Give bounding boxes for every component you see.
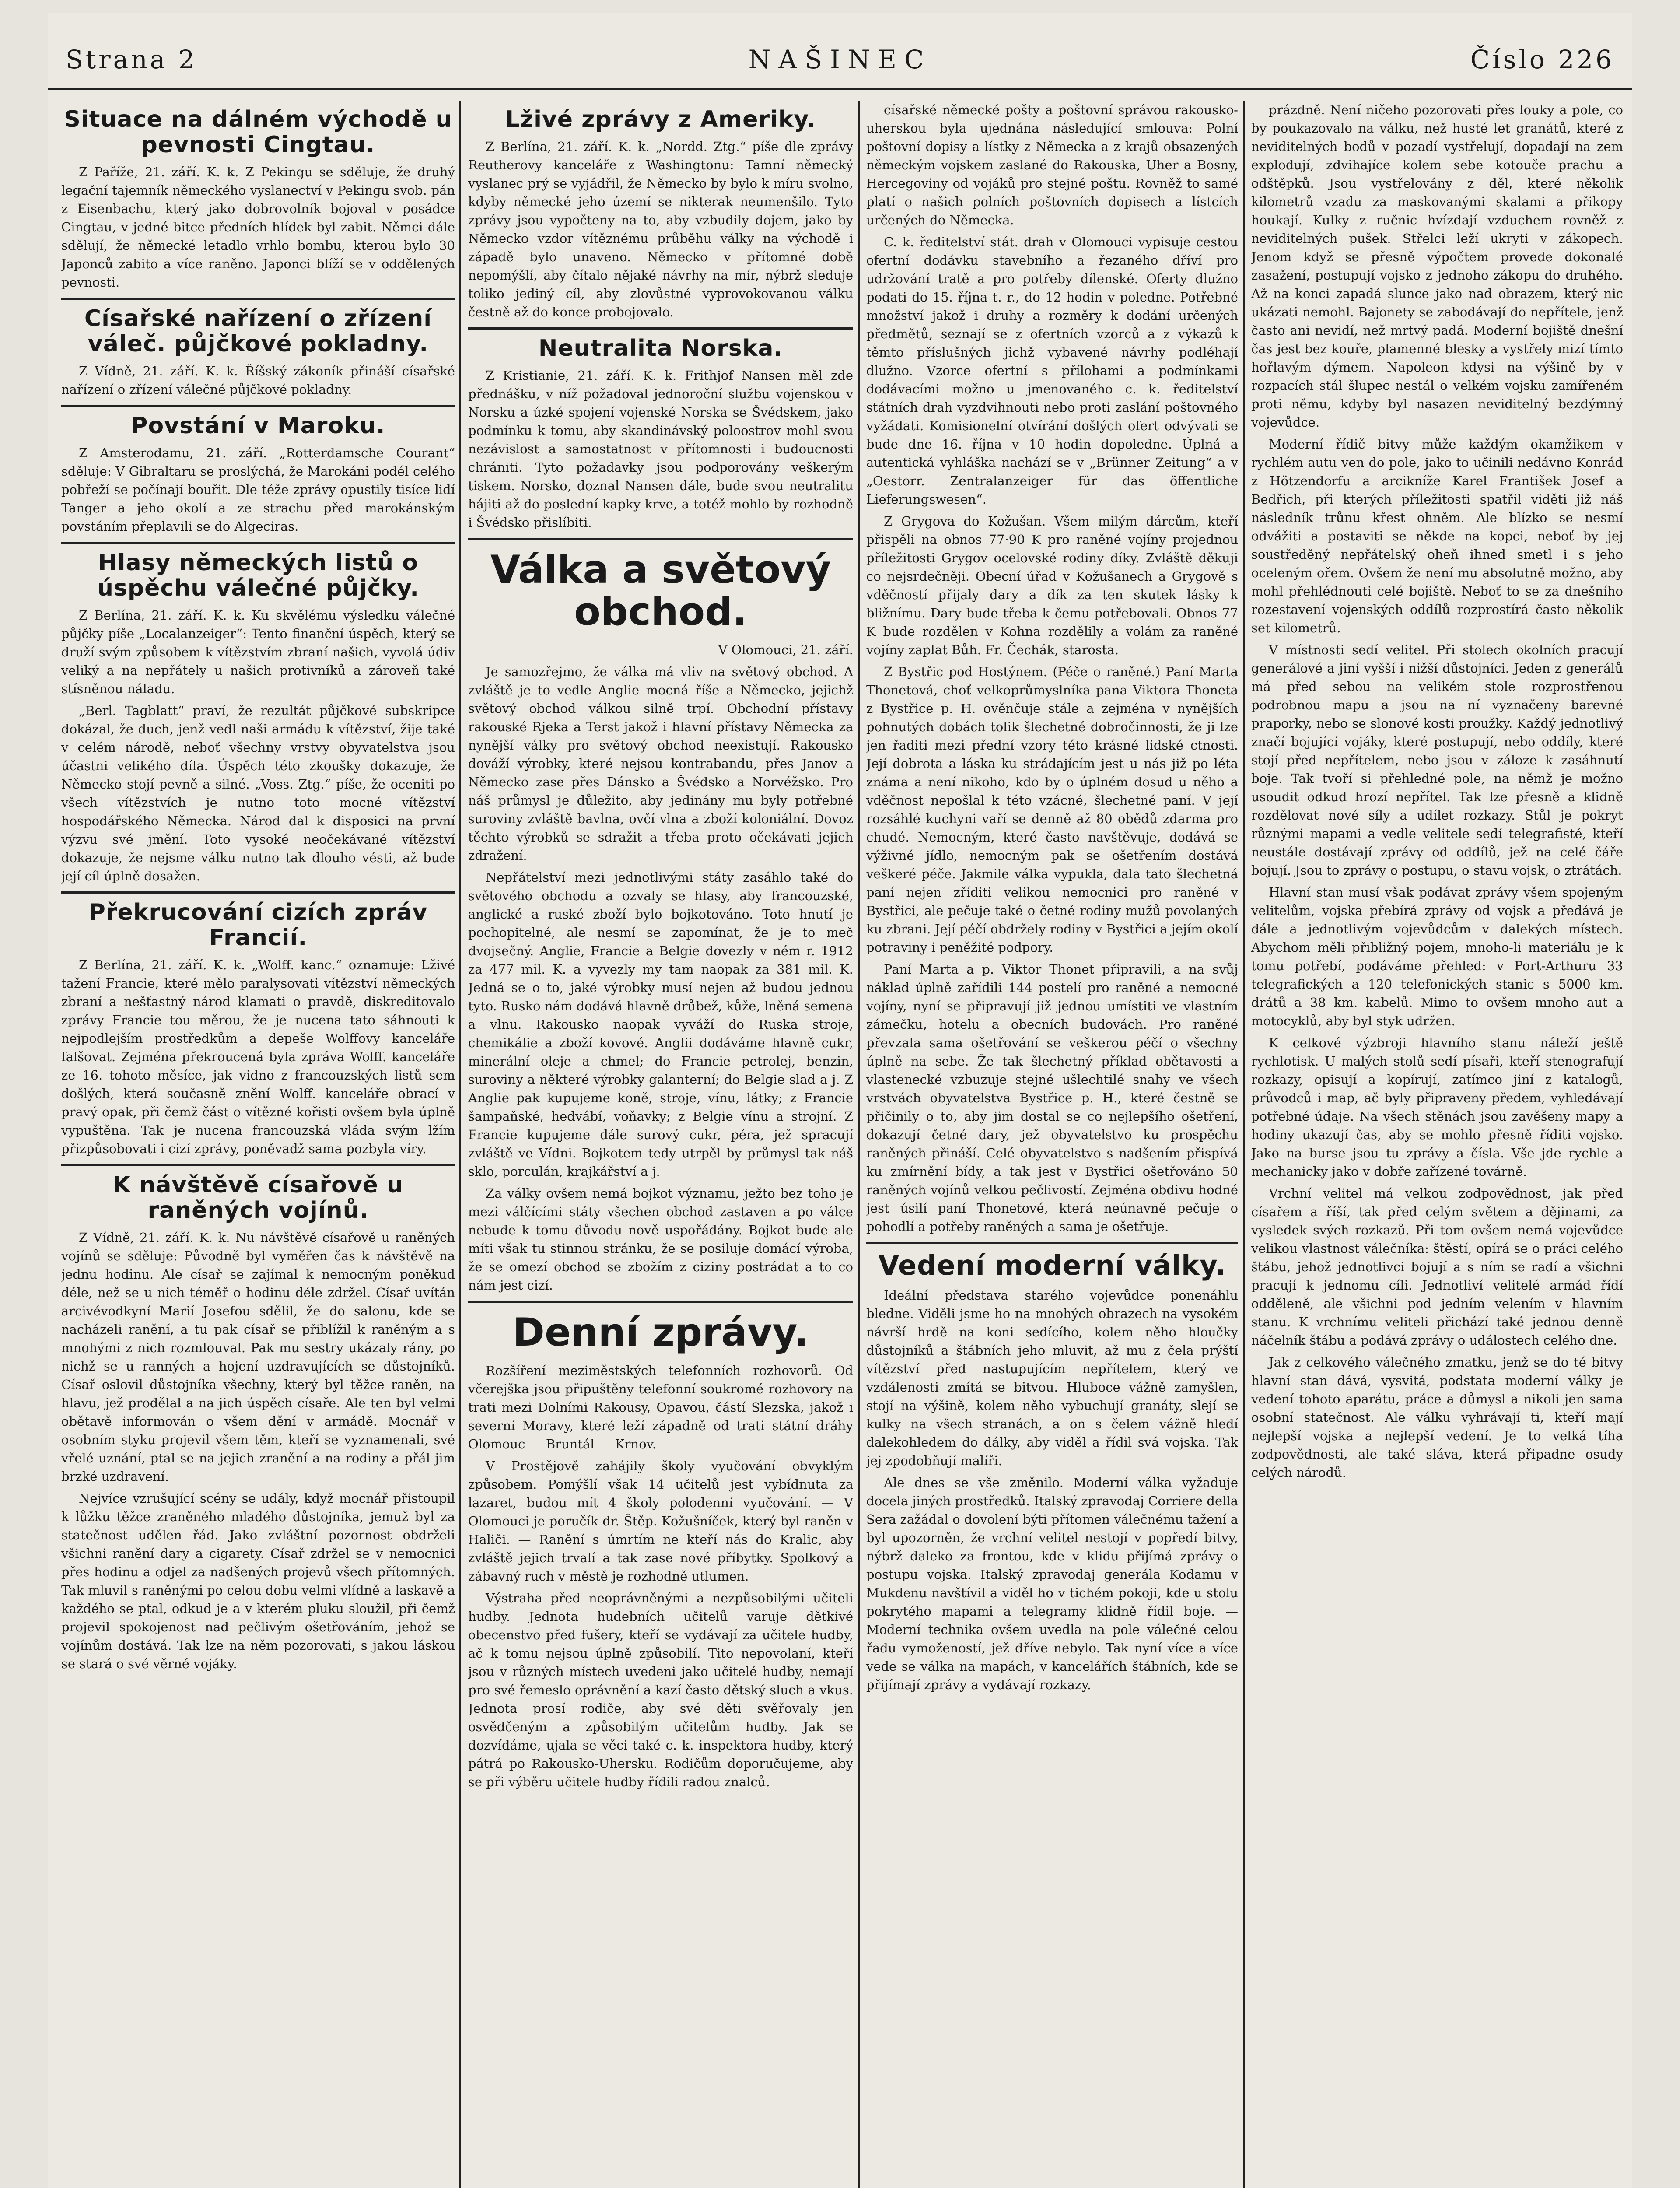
article-paragraph: „Berl. Tagblatt“ praví, že rezultát půjčkové subskripce dokázal, že duch, jenž vedl naši armádu k vítězství, žije také v celém národě, neboť všechny vrstvy obyvatelstva jsou účastni velikého díla. Úspěch této zkoušky dokazuje, že Německo stojí pevně a silné. „Voss. Ztg.“ píše, že oceniti po všech vítězstvích je nutno toto mocné vítězství hospodářského Německa. Národ dal k disposici na první výzvu své jmění. Toto vysoké neočekávané vítězství dokazuje, že nejsme válku nutno tak dlouho vésti, až bude její cíl úplně dosažen. — [61, 703, 455, 884]
article-paragraph: Nepřátelství mezi jednotlivými státy zasáhlo také do světového obchodu a ozvaly se hlasy, aby francouzské, anglické a ruské zboží bylo bojkotováno. Toto hnutí je pochopitelné, ale nesmí se zapomínat, že je to meč dvojsečný. Anglie, Francie a Belgie dovezly v ném r. 1912 za 477 mil. K. a vyvezly my tam naopak za 381 mil. K. Jedná se o to, jaké výrobky musí nejen až budou jednou tyto. Rusko nám dodává hlavně drůbež, kůže, lněná semena a vlnu. Rakousko naopak vyváží do Ruska stroje, chemikálie a zboží kovové. Anglii dodáváme hlavně cukr, minerální oleje a chmel; do Francie petrolej, benzin, suroviny a některé výrobky galanterní; do Belgie slad a j. Z Anglie pak kupujeme koně, stroje, vínu, látky; z Francie šampaňské, hedvábí, voňavky; z Belgie vínu a strojní. Z Francie kupujeme dále surový cukr, péra, jež spracují zvláště ve Vídni. Bojkotem tedy utrpěl by průmysl tak náš sklo, porculán, krajkářství a j. — [468, 870, 853, 1179]
article-title: Válka a světový obchod. — [490, 547, 831, 634]
article-paragraph: Nejvíce vzrušující scény se udály, když mocnář přistoupil k lůžku těžce zraněného mladého důstojníka, jemuž byl za statečnost udělen řád. Jako zvláštní pozornost obdrželi všichni ranění dary a cigarety. Císař zdržel se v nemocnici přes hodinu a odjel za nadšených projevů všech přítomných. Tak mluvil s raněnými po celou dobu velmi vlídně a laskavě a každého se ptal, odkud je a v kterém pluku sloužil, při čemž projevil spokojenost nad pečlivým ošetřováním, jehož se vojínům dostává. Tak lze na něm pozorovati, s jakou láskou se stará o své věrné vojáky. — [61, 1491, 455, 1671]
article-paragraph: Rozšíření meziměstských telefonních rozhovorů. Od včerejška jsou připuštěny telefonní soukromé rozhovory na trati mezi Dolními Rakousy, Opavou, částí Slezska, jakož i severní Moravy, které leží západně od trati státní dráhy Olomouc — Bruntál — Krnov. — [468, 1363, 853, 1452]
divider — [61, 542, 455, 544]
article-paragraph: Z Vídně, 21. září. K. k. Nu návštěvě císařově u raněných vojínů se sděluje: Původně byl vyměřen čas k návštěvě na jednu hodinu. Ale císař se zajímal k nemocným poněkud déle, než se u nich téměř o hodinu déle zdržel. Císař uvítán arcivévodkyní Marií Josefou sdělil, že do salonu, kde se nacházeli ranění, a tu pak císař se přiblížil k raněným a s mnohými z nich rozmlouval. Pak mu sestry ukázaly rány, po nichž se u ranných a hojení uzdravujících se důstojníků. Císař oslovil důstojníka všechny, který byl těžce raněn, na hlavu, jež prodělal a na jich úspěch císaře. Ale ten byl velmi obětavě informován o všem dění v armádě. Mocnář v osobním styku projevil všem těm, kteří se vyznamenali, své vřelé uznání, ptal se na jejich zranění a na rodiny a přál jim brzké uzdravení. — [61, 1230, 455, 1484]
column-rule — [459, 101, 461, 2188]
article-paragraph: K celkové výzbroji hlavního stanu náleží ještě rychlotisk. U malých stolů sedí písaři, kteří stenografují rozkazy, opisují a kopírují, zatímco jiní z katalogů, průvodců i map, ač byly připraveny předem, vyhledávají potřebné údaje. Na všech stěnách jsou zavěšeny mapy a hodiny ukazují čas, aby se mohlo přesně říditi vojsko. Jako na burse jsou tu zprávy a čísla. Vše jde rychle a mechanicky jako v dobře zařízené továrně. — [1251, 1035, 1623, 1179]
article-paragraph: Z Paříže, 21. září. K. k. Z Pekingu se sděluje, že druhý legační tajemník německého vyslanectví v Pekingu svob. pán z Eisenbachu, který jako dobrovolník bojoval v posádce Cingtau, v jedné bitce předních hlídek byl zabit. Němci dále sdělují, že německé letadlo vrhlo bombu, kterou bylo 30 Japonců zabito a více raněno. Japonci blíží se v oddělených pevnosti. — [61, 165, 455, 290]
article-paragraph: V Prostějově zahájily školy vyučování obvyklým způsobem. Pomýšlí však 14 učitelů jest vybídnuta za lazaret, budou mít 4 školy polodenní vyučování. — V Olomouci je poručík dr. Štěp. Kožušníček, který byl raněn v Haliči. — Ranění s úmrtím ne kteří nás do Kralic, aby zvláště jejich trvalí a tak zase nové příbytky. Spolkový a zábavný ruch v městě je rozhodně utlumen. — [468, 1459, 853, 1584]
column-4 — [1251, 101, 1623, 2188]
divider — [468, 538, 853, 540]
article-paragraph: Z Kristianie, 21. září. K. k. Frithjof Nansen měl zde přednášku, v níž požadoval jednoroční službu vojenskou v Norsku a úzké spojení vojenské Norska se Švédskem, jako podmínku k tomu, aby skandinávský poloostrov mohl svou nezávislost a samostatnost v přítomnosti i budoucnosti chrániti. Tyto požadavky jsou podporovány veškerým tiskem. Norsko, doznal Nansen dále, bude svou neutralitu hájiti až do poslední kapky krve, a totéž mohlo by rozhodně i Švédsko přislíbiti. — [468, 368, 853, 530]
article-paragraph: Z Vídně, 21. září. K. k. Říšský zákoník přináší císařské nařízení o zřízení válečné půjčkové pokladny. — [61, 364, 455, 397]
article-paragraph: Z Berlína, 21. září. K. k. Ku skvělému výsledku válečné půjčky píše „Localanzeiger“: Tento finanční úspěch, který se druží svým způsobem k vítězstvím zbraní našich, vyvolá údiv veliký a na nepřátely u našich protivníků a zároveň také stísněnou náladu. — [61, 608, 455, 696]
column-2 — [468, 101, 853, 2188]
article-paragraph: Moderní řídič bitvy může každým okamžikem v rychlém autu ven do pole, jako to učinili nedávno Konrád z Hötzendorfu a arcikníže Karel František Josef a Bedřich, při kterých příležitosti spatřil viděti již náš následník trůnu křest ohněm. Ale blízko se nesmí odvážiti a postaviti se někde na kopci, neboť by jej soustředěný nepřátelský oheň ihned smetl i s jeho oceleným ořem. Ovšem že není mu absolutně možno, aby mohl přehlédnouti celé bojiště. Neboť to se za dnešního rozestavení vojenských oddílů rozprostírá často několik set kilometrů. — [1251, 437, 1623, 635]
page-label: Strana 2 — [66, 45, 197, 74]
article-title: Hlasy německých listů o úspěchu válečné půjčky. — [97, 550, 420, 601]
divider — [61, 1164, 455, 1166]
article-title: Situace na dálném východě u pevnosti Cingtau. — [64, 106, 452, 158]
divider — [866, 1242, 1238, 1244]
article-title: Překrucování cizích zpráv Francií. — [88, 899, 428, 951]
masthead — [48, 13, 1632, 90]
column-rule — [1243, 101, 1245, 2188]
article-paragraph: Ale dnes se vše změnilo. Moderní válka vyžaduje docela jiných prostředků. Italský zpravodaj Corriere della Sera zažádal o dovolení býti přítomen válečnému tažení a byl upozorněn, že vrchní velitel nestojí v popředí bitvy, nýbrž daleko za frontou, kde v klidu přijímá zprávy o postupu vojska. Italský zpravodaj generála Kodamu v Mukdenu navštívil a viděl ho v tichém pokoji, kde u stolu pokrytého mapami a telegramy klidně řídil boje. — Moderní technika ovšem uvedla na pole válečné celou řadu vymožeností, jež dříve nebylo. Tak nyní více a více vede se válka na mapách, v kancelářích štábních, kde se přijímají zprávy a vydávají rozkazy. — [866, 1475, 1238, 1692]
article-paragraph: Výstraha před neoprávněnými a nezpůsobilými učiteli hudby. Jednota hudebních učitelů varuje dětkivé obecenstvo před fušery, kteří se vydávají za učitele hudby, ač k tomu nejsou úplně způsobilí. Tito nepovolaní, kteří jsou v různých místech uvedeni jako učitelé hudby, nemají pro své řemeslo oprávnění a kazí často dětský sluch a vkus. Jednota prosí rodiče, aby své děti svěřovaly jen osvědčeným a způsobilým učitelům hudby. Jak se dozvídáme, ujala se věci také c. k. inspektora hudby, který pátrá po Rakousko-Uhersku. Rodičům doporučujeme, aby se při výběru učitele hudby řídili radou znalců. — [468, 1591, 853, 1789]
dateline: V Olomouci, 21. září. — [718, 642, 853, 657]
column-1 — [61, 101, 455, 2188]
article-paragraph: Hlavní stan musí však podávat zprávy všem spojeným velitelům, vojska přebírá zprávy od vojsk a předává je dále a jednotlivým vojevůdcům v dalekých místech. Abychom měli přibližný pojem, mnoho-li materiálu je k tomu potřebí, podáváme přehled: v Port-Arthuru 33 telegrafických a 120 telefonických stanic s 5000 km. drátů a 38 km. kabelů. Mimo to ovšem mnoho aut a motocyklů, aby byl styk udržen. — [1251, 885, 1623, 1028]
article-title: Lživé zprávy z Ameriky. — [505, 106, 816, 133]
article-paragraph: Vrchní velitel má velkou zodpovědnost, jak před císařem a říší, tak před celým světem a dějinami, za vysledek svých rozkazů. Při tom ovšem nemá vojevůdce velikou vlastnost válečníka: štěstí, opírá se o práci celého štábu, jehož jednotlivci bojují a s ním se radí a všichni pracují k jednomu cíli. Jednotliví velitelé armád řídí odděleně, ale všichni pod jedním velením v hlavním stanu. K vrchnímu veliteli přichází také jednou denně náčelník štábu a podává zprávy o událostech celého dne. — [1251, 1186, 1623, 1348]
divider — [468, 1301, 853, 1303]
article-title: Vedení moderní války. — [878, 1249, 1226, 1281]
article-paragraph: V místnosti sedí velitel. Při stolech okolních pracují generálové a jiní vyšší i nižší důstojníci. Jeden z generálů má před sebou na velikém stole rozprostřenou podrobnou mapu a jsou na ní vyznačeny barevné praporky, nebo se slonové kosti proužky. Každý jednotlivý značí bojující vojáky, které postupují, nebo oddíly, které stojí před nepřítelem, nebo jsou v záloze k zasáhnutí boje. Tak tvoří si přehledné pole, na němž je možno usoudit odkud hrozí nepřítel. Tak lze přesně a klidně rozdělovat nové síly a udílet rozkazy. Stůl je pokryt různými mapami a vedle velitele sedí telegrafisté, kteří neustále dostávají zprávy od oddílů, jež na celé čáře bojují. Jsou to zprávy o postupu, o stavu vojsk, o ztrátách. — [1251, 642, 1623, 878]
article-paragraph: Za války ovšem nemá bojkot významu, ježto bez toho je mezi válčícími státy všechen obchod zastaven a po válce nebude k tomu důvodu nově uspořádány. Bojkot bude ale míti však tu stinnou stránku, že se posiluje domácí výroba, že se omezí obchod se zbožím z ciziny postrádat a to co nám jest cizí. — [468, 1186, 853, 1293]
divider — [61, 405, 455, 407]
article-paragraph: Je samozřejmo, že válka má vliv na světový obchod. A zvláště je to vedle Anglie mocná říše a Německo, jejichž světový obchod válkou silně trpí. Obchodní přístavy rakouské Rjeka a Terst jakož i hlavní přístavy Německa za nynější války pro světový obchod neexistují. Rakousko dováží výrobky, které nejsou kontrabandu, přes Janov a Německo zase přes Dánsko a Švédsko a Norvéžsko. Pro náš průmysl je důležito, aby jedinány mu byly potřebné suroviny zvláště bavlna, ovčí vlna a zboží koloniální. Dovoz těchto výrobků se sdražit a třeba proto očekávati jejich zdražení. — [468, 664, 853, 863]
article-title: K návštěvě císařově u raněných vojínů. — [112, 1172, 404, 1224]
article-paragraph: Z Berlína, 21. září. K. k. „Wolff. kanc.“ oznamuje: Lživé tažení Francie, které mělo paralysovati vítězství německých zbraní a nešťastný národ klamati o pravdě, diskreditovalo zprávy Francie tou měrou, že je nucena tato sáhnouti k nejpodlejším prostředkům a depeše Wolffovy kanceláře falšovat. Zejména překroucená byla zpráva Wolff. kanceláře ze 16. tohoto měsíce, jak vidno z francouzských listů sem došlých, která současně znění Wolff. kanceláře obrací v pravý opak, při čemž část o vítězné kořisti ovšem byla úplně vypuštěna. Tak je nucena francouzská vláda svým lžím přizpůsobovati i cizí zprávy, poněvadž sama pozbyla víry. — [61, 957, 455, 1156]
article-paragraph: Z Bystřic pod Hostýnem. (Péče o raněné.) Paní Marta Thonetová, choť velkoprůmyslníka pana Viktora Thoneta z Bystřice p. H. ověnčuje stále a zejména v nynějších pohnutých dobách tolik šlechetné dobročinnosti, že ji lze jen řaditi mezi přední vzory této krásné lidské ctnosti. Její dobrota a láska ku strádajícím jest u nás již po léta známa a není nikoho, kdo by o úplném dosud u něho a vděčnost nepošlal k této vzácné, šlechetné paní. V její rozsáhlé kuchyni vaří se denně až 80 obědů zdarma pro chudé. Nemocným, které často navštěvuje, dodává se výživné jídlo, nemocným pak se ošetřením dostává veškeré péče. Jakmile válka vypukla, dala tato šlechetná paní nejen zříditi velikou nemocnici pro raněné v Bystřici, ale pečuje také o četné rodiny mužů povolaných ku zbrani. Její péčí obdržely rodiny v Bystřici a jejím okolí potraviny i peněžité podpory. — [866, 664, 1238, 955]
column-3 — [866, 101, 1238, 2188]
article-title: Povstání v Maroku. — [131, 413, 385, 439]
article-paragraph: Jak z celkového válečného zmatku, jenž se do té bitvy hlavní stan dává, vysvitá, podstata moderní války je vedení tohoto aparátu, práce a důmysl a nikoli jen sama osobní statečnost. Ale válku vyhrávají ti, kteří mají nejlepší vojska a nejlepší vedení. Je to velká tíha zodpovědnosti, ale také sláva, která připadne osudy celých národů. — [1251, 1355, 1623, 1480]
article-paragraph: Z Grygova do Kožušan. Všem milým dárcům, kteří přispěli na obnos 77·90 K pro raněné vojíny projednou příležitosti Grygov ocelovské rodiny díky. Zvláště děkuji co nejsrdečněji. Obecní úřad v Kožušanech a Grygově s vděčností přijaly dary a dík za ten skutek lásky k bližnímu. Dary bude třeba k čemu potřebovali. Obnos 77 K bude rozdělen v Kohna rozdělily a volám za raněné vojíny zaplat Bůh. Fr. Čechák, starosta. — [866, 514, 1238, 657]
divider — [468, 327, 853, 330]
article-paragraph: Ideální představa starého vojevůdce ponenáhlu bledne. Viděli jsme ho na mnohých obrazech na vysokém návrší hrdě na koni sedícího, kolem něho hloučky důstojníků a štábních jeho mluvit, až mu z čela prýští vítězství před nastupujícím nepřítelem, který ve vzdálenosti zmítá se bitvou. Hluboce vážně zamyšlen, stojí na výšině, kolem něho vybuchují granáty, slejí se kulky na všech stranách, a on s čelem vážně hledí dalekohledem do dálky, aby viděl a řídil svá vojska. Tak jej zpodobňují malíři. — [866, 1288, 1238, 1468]
article-title: Císařské nařízení o zřízení váleč. půjčkové pokladny. — [84, 305, 432, 357]
paper-name: NAŠINEC — [748, 45, 932, 74]
article-paragraph: císařské německé pošty a poštovní správou rakousko-uherskou byla ujednána následující smlouva: Polní poštovní dopisy a lístky z Německa a z krajů obsazených německým vojskem zaslané do Rakouska, Uher a Bosny, Hercegoviny od vojáků pro stejné poštu. Rovněž to samé platí o našich polních poštovních dopisech a lístcích určených do Německa. — [866, 102, 1238, 228]
newspaper-page — [48, 13, 1632, 2188]
divider — [61, 298, 455, 300]
divider — [61, 891, 455, 894]
section-title: Denní zprávy. — [513, 1310, 808, 1355]
article-paragraph: Z Amsterodamu, 21. září. „Rotterdamsche Courant“ sděluje: V Gibraltaru se proslýchá, že Marokáni podél celého pobřeží se počínají bouřit. Dle téže zprávy opustily tisíce lidí Tanger a jeho okolí a ze strachu před marokánským povstáním přeplavili se do Algeciras. — [61, 445, 455, 534]
article-paragraph: C. k. ředitelství stát. drah v Olomouci vypisuje cestou ofertní dodávku stavebního a řezaného dříví pro udržování tratě a pro potřeby dílenské. Oferty dlužno podati do 15. října t. r., do 12 hodin v poledne. Potřebné množství jakož i druhy a rozměry k dodání určených předmětů, seznají se z ofertních vzorců a z výkazů k těmto příslušných jichž vybavené návrhy podléhají dlužno. Vzorce ofertní s přílohami a podmínkami dodávacími možno u jmenovaného c. k. ředitelství státních drah vyzdvihnouti nebo proti zaslání poštovného vyžádati. Komisionelní otvírání došlých ofert odvývati se bude dne 16. října v 10 hodin dopoledne. Úplná a autentická vyhláška nachází se v „Brünner Zeitung“ a v „Oestorr. Zentralanzeiger für das öffentliche Lieferungswesen“. — [866, 235, 1238, 507]
article-paragraph: Z Berlína, 21. září. K. k. „Nordd. Ztg.“ píše dle zprávy Reutherovy kanceláře z Washingtonu: Tamní německý vyslanec prý se vyjádřil, že Německo by bylo k míru svolno, kdyby německé jeho území se nikterak neumenšilo. Tyto zprávy jsou vypočteny na to, aby vzbudily dojem, jako by Německo vzdor vítěznému průběhu války na východě i západě bylo unaveno. Německo v přítomné době nepomýšlí, aby čítalo nějaké návrhy na mír, nýbrž sleduje toliko jediný cíl, aby zlovůstné vyprovokovanou válku čestně až do konce probojovalo. — [468, 139, 853, 319]
article-paragraph: Paní Marta a p. Viktor Thonet připravili, a na svůj náklad úplně zařídili 144 postelí pro raněné a nemocné vojíny, nyní se připravují již jednou umístiti ve vlastním zámečku, hotelu a obecních budovách. Pro raněné převzala sama ošetřování se veškerou péčí o všechny úplně na sebe. Že tak šlechetný příklad obětavosti a vlastenecké vzbuzuje stejné ušlechtilé snahy ve všech vrstvách obyvatelstva Bystřice p. H., které čestně se přičinily o to, aby jim dostal se co nejlepšího ošetření, dokazují četné dary, jež obyvatelstvo ku prospěchu raněných přináší. Celé obyvatelstvo s nadšením přispívá ku zmírnění bídy, a tak jest v Bystřici ošetřováno 50 raněných vojínů velkou pečlivostí. Zejména obdivu hodné jest úsilí paní Thonetové, která neúnavně pečuje o pohodlí a potřeby raněných a sama je ošetřuje. — [866, 962, 1238, 1234]
issue-number: Číslo 226 — [1470, 45, 1614, 74]
column-rule — [858, 101, 860, 2188]
article-paragraph: prázdně. Není ničeho pozorovati přes louky a pole, co by poukazovalo na válku, než husté let granátů, které z neviditelných bodů v pozadí vystřelují, dopadají na zem explodují, zdvihajíce kolem sebe kotouče prachu a odštěpků. Jsou vystřelovány z děl, které několik kilometrů vzadu za maskovanými skalami a přikopy houkají. Kulky z ručnic hvízdají vzduchem rovněž z neviditelných pušek. Střelci leží ukryti v zákopech. Jenom když se přesně výpočtem provede dokonalé zasažení, postupují vojsko z jednoho zákopu do druhého. Až na konci zapadá slunce jako nad obrazem, který nic ukázati nemohl. Bajonety se zabodávají do nepřítele, jenž často ani nevidí, než mrtvý padá. Moderní bojiště dnešní čas jest bez kouře, plamenné blesky a vystřely mizí tímto hořlavým dýmem. Napoleon kdysi na výšině by v rozpacích stál šlupec nestál o velkém vojsku zamířeném proti němu, kdyby byl nasazen neviditelný bezdýmný vojevůdce. — [1251, 102, 1623, 430]
article-title: Neutralita Norska. — [538, 335, 783, 361]
